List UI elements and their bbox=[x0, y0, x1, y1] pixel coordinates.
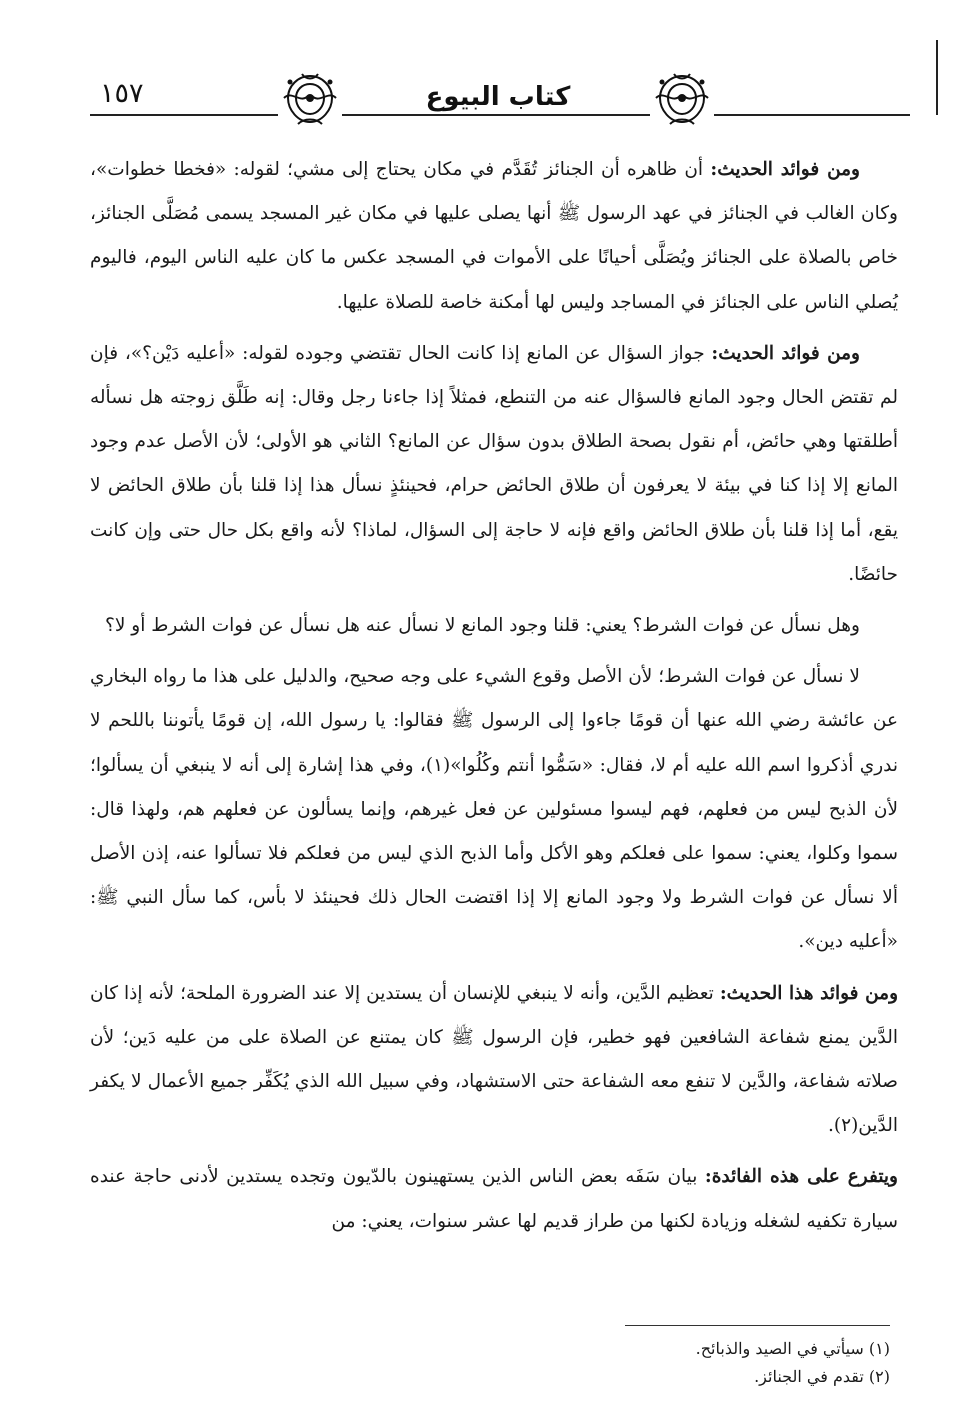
paragraph-text: لا نسأل عن فوات الشرط؛ لأن الأصل وقوع الشيء على وجه صحيح، والدليل على هذا ما رواه البخاري عن عائشة رضي الله عنها أن قومًا جاءوا إلى الرسول ﷺ فقالوا: يا رسول الله، إن قومًا يأتوننا باللحم لا ندري أذكروا اسم الله عليه أم لا، فقال: «سَمُّوا أنتم وكُلُوا»(١)، وفي هذا إشارة إلى أنه لا ينبغي أن يسألوا؛ لأن الذبح ليس من فعلهم، فهم ليسوا مسئولين عن فعل غيرهم، وإنما يسألون عن فعلهم هم، ولهذا قال: سموا وكلوا، يعني: سموا على فعلكم وهو الأكل وأما الذبح الذي ليس من فعلكم فلا تسألوا عنه، إذن الأصل ألا نسأل عن فوات الشرط ولا وجود المانع إلا إذا اقتضت الحال ذلك فحينئذ لا بأس، كما سأل النبي ﷺ: «أعليه دين». bbox=[90, 666, 898, 953]
ornament-left-icon bbox=[278, 70, 342, 132]
paragraph-label: ومن فوائد الحديث: bbox=[711, 342, 860, 364]
footnotes bbox=[390, 1335, 890, 1391]
footnote: (٢) تقدم في الجنائز. bbox=[754, 1367, 890, 1386]
footnote-separator bbox=[625, 1325, 890, 1326]
page-header bbox=[90, 70, 910, 134]
footnote: (١) سيأتي في الصيد والذبائح. bbox=[695, 1339, 890, 1358]
paragraph-label: ومن فوائد الحديث: bbox=[710, 159, 860, 180]
paragraph bbox=[90, 604, 898, 648]
paragraph-label: ومن فوائد هذا الحديث: bbox=[719, 982, 899, 1004]
chapter-title: كتاب البيوع bbox=[358, 82, 638, 112]
paragraph-text: وهل نسأل عن فوات الشرط؟ يعني: قلنا وجود المانع لا نسأل عنه هل نسأل عن فوات الشرط أو لا؟ bbox=[105, 615, 860, 637]
paragraph-text: جواز السؤال عن المانع إذا كانت الحال تقتضي وجوده لقوله: «أعليه دَيْن؟»، فإن لم تقتض الحال وجود المانع فالسؤال عنه من التنطع، فمثلاً إذا جاءنا رجل وقال: إنه طَلَّق زوجته هل نسأله أطلقتها وهي حائض، أم نقول بصحة الطلاق بدون سؤال عن المانع؟ الثاني هو الأولى؛ لأن الأصل عدم وجود المانع إلا إذا كنا في بيئة لا يعرفون أن طلاق الحائض حرام، فحينئذٍ نسأل هذا إذا قلنا بأن طلاق الحائض لا يقع، أما إذا قلنا بأن طلاق الحائض واقع فإنه لا حاجة إلى السؤال، لماذا؟ لأنه واقع بكل حال حتى وإن كانت حائضًا. bbox=[90, 342, 898, 585]
paragraph bbox=[90, 148, 898, 325]
paragraph bbox=[90, 332, 898, 597]
margin-rule bbox=[936, 40, 938, 115]
paragraph-text: تعظيم الدَّين، وأنه لا ينبغي للإنسان أن يستدين إلا عند الضرورة الملحة؛ لأنه إذا كان الدَّين يمنع شفاعة الشافعين فهو خطير، فإن الرسول ﷺ كان يمتنع عن الصلاة على من عليه دَين؛ لأن صلاته شفاعة، والدَّين لا تنفع معه الشفاعة حتى الاستشهاد، وفي سبيل الله الذي يُكَفِّر جميع الأعمال لا يكفر الدَّين(٢). bbox=[90, 982, 898, 1137]
page-number: ١٥٧ bbox=[100, 78, 144, 109]
paragraph-text: بيان سَفَه بعض الناس الذين يستهينون بالدّيون وتجده يستدين لأدنى حاجة عنده سيارة تكفيه لشغله وزيادة لكنها من طراز قديم لها عشر سنوات، يعني: من bbox=[90, 1166, 898, 1232]
paragraph-text: أن ظاهره أن الجنائز تُقَدَّم في مكان يحتاج إلى مشي؛ لقوله: «فخطا خطوات»، وكان الغالب في الجنائز في عهد الرسول ﷺ أنها يصلى عليها في مكان غير المسجد يسمى مُصَلَّى الجنائز، خاص بالصلاة على الجنائز ويُصَلَّى أحيانًا على الأموات في المسجد عكس ما كان عليه الناس اليوم، فاليوم يُصلي الناس على الجنائز في المساجد وليس لها أمكنة خاصة للصلاة عليها. bbox=[90, 159, 898, 313]
ornament-right-icon bbox=[650, 70, 714, 132]
body-text bbox=[90, 148, 898, 1251]
paragraph bbox=[90, 655, 898, 964]
paragraph bbox=[90, 972, 898, 1149]
paragraph-label: ويتفرع على هذه الفائدة: bbox=[704, 1166, 898, 1188]
header-rule bbox=[90, 114, 910, 116]
paragraph bbox=[90, 1155, 898, 1243]
